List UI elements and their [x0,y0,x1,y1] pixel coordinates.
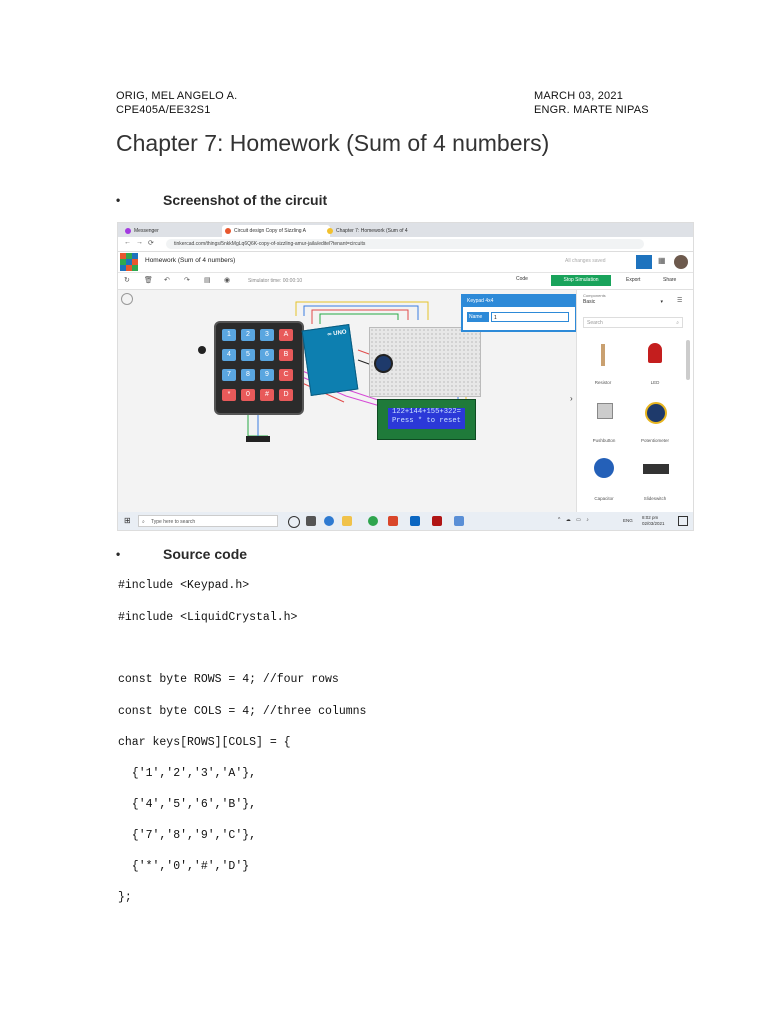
search-icon: ⌕ [142,519,145,525]
lcd-screen [388,408,465,429]
language-indicator[interactable]: ENG [623,518,633,523]
share-button[interactable]: Share [663,277,677,283]
keypad-inspector [461,294,577,332]
forward-icon[interactable]: → [136,239,143,246]
simulator-time: Simulator time: 00:00:10 [248,278,303,284]
file-explorer-icon[interactable] [342,516,352,526]
capacitor-icon[interactable] [594,458,614,478]
keypad-key[interactable]: B [279,349,293,361]
undo-icon[interactable]: ↶ [164,277,170,284]
screen-icon[interactable] [454,516,464,526]
homework-icon [327,228,333,234]
inspector-name-label: Name [467,312,489,322]
component-pushbutton[interactable]: Pushbutton [592,438,616,443]
back-icon[interactable]: ← [124,239,131,246]
code-line: #include <LiquidCrystal.h> [118,611,298,624]
component-search-input[interactable]: Search ⌕ [583,317,683,328]
page-title: Chapter 7: Homework (Sum of 4 numbers) [116,130,550,156]
code-line: {'*','0','#','D'} [118,860,250,873]
office-icon[interactable] [388,516,398,526]
panel-scrollbar[interactable] [686,340,690,380]
keypad-key[interactable]: * [222,389,236,401]
arduino-uno[interactable] [302,324,359,396]
delete-icon[interactable]: 🗑 [144,277,153,284]
browser-tab-homework[interactable]: Chapter 7: Homework (Sum of 4 [324,225,436,237]
lcd-line-2: Press * to reset [391,417,461,425]
browser-address-bar [118,237,693,252]
list-view-icon[interactable]: ☰ [677,298,683,304]
keypad-key[interactable]: 4 [222,349,236,361]
circuit-screenshot [117,222,694,531]
code-line: {'1','2','3','A'}, [118,767,257,780]
avatar[interactable] [674,255,688,269]
keypad-key[interactable]: 3 [260,329,274,341]
eye-icon[interactable]: ◉ [224,277,231,284]
code-line: }; [118,891,132,904]
course-code: CPE405A/EE32S1 [116,104,211,116]
keypad-key[interactable]: 9 [260,369,274,381]
tray-icons[interactable]: ^ ☁ ▭ ♪ [558,517,591,523]
store-icon[interactable] [410,516,420,526]
chevron-down-icon: ▾ [660,299,663,305]
keypad-key[interactable]: A [279,329,293,341]
keypad-key[interactable]: 0 [241,389,255,401]
code-line: char keys[ROWS][COLS] = { [118,736,291,749]
keypad-key[interactable]: 7 [222,369,236,381]
netflix-icon[interactable] [432,516,442,526]
bullet-icon: • [116,547,121,561]
url-field[interactable]: tinkercad.com/things/5nkkMgLq6Q6K-copy-of-sizzling-amur-jaila/editel?tenant=circuits [166,239,644,249]
lcd-line-1: 122+144+155+322= [391,408,461,416]
submission-date: MARCH 03, 2021 [534,90,624,102]
lcd-16x2[interactable] [377,399,476,440]
bullet-icon: • [116,193,121,207]
circuit-canvas[interactable] [118,290,576,512]
instructor-name: ENGR. MARTE NIPAS [534,104,649,116]
tray-clock[interactable]: 8:02 pm 02/03/2021 [642,515,665,526]
note-icon[interactable]: ▤ [204,277,211,284]
browser-tab-messenger[interactable]: Messenger [122,225,224,237]
chrome-icon[interactable] [368,516,378,526]
messenger-icon [125,228,131,234]
project-name[interactable]: Homework (Sum of 4 numbers) [145,257,236,264]
slideswitch-icon[interactable] [643,464,669,474]
tinkercad-logo [120,253,138,271]
arduino-uno-logo: ∞ UNO [327,329,348,339]
search-icon: ⌕ [676,320,679,326]
potentiometer-icon[interactable] [645,402,667,424]
component-slideswitch[interactable]: Slideswitch [643,496,667,501]
code-line: #include <Keypad.h> [118,579,250,592]
keypad-key[interactable]: # [260,389,274,401]
stop-simulation-button[interactable]: Stop Simulation [551,275,611,286]
led-icon[interactable] [648,343,662,363]
pushbutton-icon[interactable] [597,403,613,419]
keypad-key[interactable]: 1 [222,329,236,341]
windows-taskbar [118,512,693,530]
section-screenshot-label: Screenshot of the circuit [163,192,328,208]
resistor-icon[interactable] [601,344,605,366]
keypad-key[interactable]: C [279,369,293,381]
cortana-icon[interactable] [288,516,300,528]
inspector-name-field[interactable]: 1 [491,312,569,322]
browser-tab-bar [118,223,693,237]
inspector-title: Keypad 4x4 [463,296,575,307]
notification-icon[interactable] [678,516,688,526]
grid-icon[interactable]: ▦ [658,256,666,265]
keypad-key[interactable]: 2 [241,329,255,341]
edge-icon[interactable] [324,516,334,526]
code-line: {'4','5','6','B'}, [118,798,257,811]
keypad-key[interactable]: 8 [241,369,255,381]
code-line: const byte ROWS = 4; //four rows [118,673,339,686]
component-capacitor[interactable]: Capacitor [594,496,614,501]
components-panel [576,290,694,512]
taskbar-search[interactable]: ⌕ Type here to search [138,515,278,527]
collapse-panel-icon[interactable]: › [570,394,573,403]
component-resistor[interactable]: Resistor [594,380,612,385]
section-source-label: Source code [163,546,248,562]
potentiometer[interactable] [374,354,393,373]
keypad-key[interactable]: D [279,389,293,401]
keypad-key[interactable]: 5 [241,349,255,361]
keypad-key[interactable]: 6 [260,349,274,361]
code-line: {'7','8','9','C'}, [118,829,257,842]
components-dropdown[interactable]: Basic ▾ [583,299,663,305]
components-label: Components [583,293,606,298]
export-button[interactable]: Export [626,277,641,283]
circuit-view-icon[interactable] [636,255,652,269]
editor-toolbar [118,273,693,290]
tinkercad-icon [225,228,231,234]
windows-start-icon[interactable]: ⊞ [124,516,131,525]
component-led[interactable]: LED [650,380,660,385]
task-view-icon[interactable] [306,516,316,526]
component-potentiometer[interactable]: Potentiometer [640,438,669,443]
reload-icon[interactable]: ⟳ [148,240,154,247]
save-status: All changes saved [565,258,606,264]
keypad-4x4[interactable] [214,321,304,415]
redo-icon[interactable]: ↷ [184,277,190,284]
app-header [118,252,693,273]
code-line: const byte COLS = 4; //three columns [118,705,367,718]
rotate-icon[interactable]: ↻ [124,277,130,284]
code-button[interactable]: Code [516,276,528,282]
browser-tab-circuit[interactable]: Circuit design Copy of Sizzling A [222,225,330,237]
student-name: ORIG, MEL ANGELO A. [116,90,238,102]
